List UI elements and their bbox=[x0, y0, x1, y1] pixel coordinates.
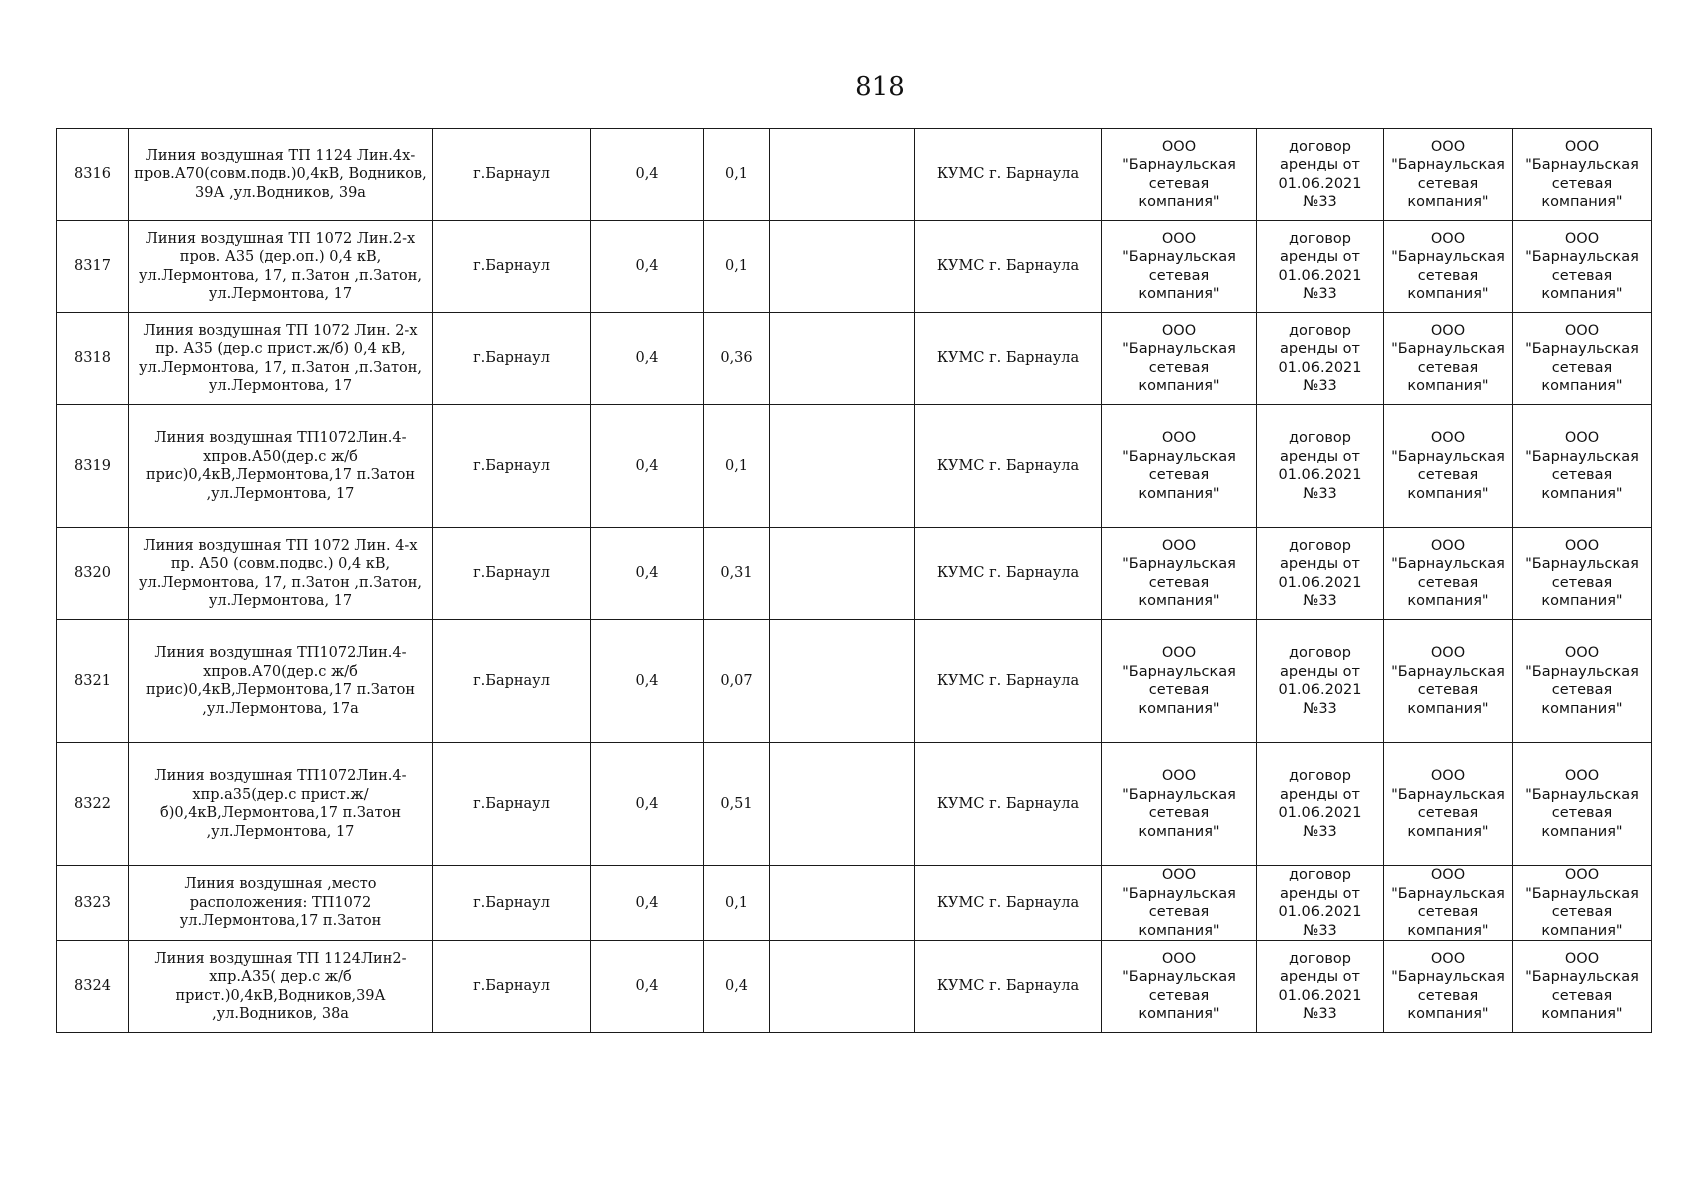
org-line: сетевая компания" bbox=[1138, 805, 1220, 840]
contract bbox=[1257, 866, 1384, 941]
contract-line: 01.06.2021 bbox=[1278, 805, 1362, 821]
rights-holder bbox=[1384, 129, 1513, 221]
location: г.Барнаул bbox=[433, 620, 591, 743]
owner: КУМС г. Барнаула bbox=[915, 528, 1102, 620]
contract-line: договор bbox=[1288, 768, 1351, 784]
contract bbox=[1257, 941, 1384, 1033]
contract-line: договор bbox=[1288, 645, 1351, 661]
owner: КУМС г. Барнаула bbox=[915, 313, 1102, 405]
holder-line: "Барнаульская bbox=[1391, 786, 1505, 803]
location: г.Барнаул bbox=[433, 313, 591, 405]
holder-line: компания" bbox=[1407, 194, 1489, 210]
length: 0,1 bbox=[704, 866, 770, 941]
location: г.Барнаул bbox=[433, 221, 591, 313]
table-row bbox=[57, 221, 1652, 313]
rights-holder bbox=[1384, 221, 1513, 313]
org-line: ООО bbox=[1161, 537, 1197, 554]
organization bbox=[1102, 620, 1257, 743]
org-line: сетевая компания" bbox=[1138, 574, 1220, 609]
contract bbox=[1257, 528, 1384, 620]
contract bbox=[1257, 313, 1384, 405]
org-line: ООО bbox=[1161, 768, 1197, 784]
user-line: ООО bbox=[1564, 138, 1600, 155]
operator bbox=[1513, 941, 1652, 1033]
operator bbox=[1513, 866, 1652, 941]
voltage: 0,4 bbox=[591, 129, 704, 221]
user-line: компания" bbox=[1541, 922, 1623, 939]
organization bbox=[1102, 221, 1257, 313]
empty-cell bbox=[770, 620, 915, 743]
holder-line: компания" bbox=[1407, 286, 1489, 302]
contract-line: аренды от bbox=[1280, 969, 1360, 985]
user-line: "Барнаульская bbox=[1525, 448, 1639, 465]
org-line: "Барнаульская bbox=[1122, 885, 1236, 902]
org-line: "Барнаульская bbox=[1122, 556, 1236, 572]
contract-line: договор bbox=[1288, 867, 1351, 883]
voltage: 0,4 bbox=[591, 620, 704, 743]
user-line: ООО bbox=[1564, 950, 1600, 967]
object-description: Линия воздушная ТП1072Лин.4-хпров.А50(дер.с ж/б прис)0,4кВ,Лермонтова,17 п.Затон ,ул.Лермонтова, 17 bbox=[129, 405, 433, 528]
holder-line: ООО bbox=[1430, 230, 1466, 247]
table-row bbox=[57, 313, 1652, 405]
organization bbox=[1102, 941, 1257, 1033]
holder-line: "Барнаульская bbox=[1391, 969, 1505, 985]
contract-line: 01.06.2021 bbox=[1278, 467, 1362, 483]
owner: КУМС г. Барнаула bbox=[915, 405, 1102, 528]
location: г.Барнаул bbox=[433, 941, 591, 1033]
length: 0,07 bbox=[704, 620, 770, 743]
table-row bbox=[57, 528, 1652, 620]
location: г.Барнаул bbox=[433, 866, 591, 941]
empty-cell bbox=[770, 743, 915, 866]
table-row bbox=[57, 405, 1652, 528]
org-line: сетевая компания" bbox=[1138, 175, 1220, 210]
operator bbox=[1513, 743, 1652, 866]
voltage: 0,4 bbox=[591, 405, 704, 528]
user-line: ООО bbox=[1564, 537, 1600, 554]
operator bbox=[1513, 528, 1652, 620]
contract-line: 01.06.2021 bbox=[1278, 682, 1362, 698]
row-number: 8317 bbox=[57, 221, 129, 313]
row-number: 8321 bbox=[57, 620, 129, 743]
org-line: ООО bbox=[1161, 230, 1197, 247]
user-line: "Барнаульская bbox=[1525, 969, 1639, 985]
org-line: ООО bbox=[1161, 430, 1197, 446]
empty-cell bbox=[770, 941, 915, 1033]
holder-line: сетевая bbox=[1417, 267, 1479, 284]
user-line: компания" bbox=[1541, 1006, 1623, 1022]
object-description: Линия воздушная ТП 1124Лин2-хпр.А35( дер.с ж/б прист.)0,4кВ,Водников,39А ,ул.Водников, 38а bbox=[129, 941, 433, 1033]
location: г.Барнаул bbox=[433, 743, 591, 866]
empty-cell bbox=[770, 221, 915, 313]
length: 0,51 bbox=[704, 743, 770, 866]
holder-line: сетевая bbox=[1417, 574, 1479, 591]
voltage: 0,4 bbox=[591, 221, 704, 313]
contract-line: 01.06.2021 bbox=[1278, 904, 1362, 920]
rights-holder bbox=[1384, 866, 1513, 941]
holder-line: компания" bbox=[1407, 700, 1489, 717]
holder-line: компания" bbox=[1407, 922, 1489, 939]
user-line: ООО bbox=[1564, 322, 1600, 339]
org-line: "Барнаульская bbox=[1122, 249, 1236, 265]
user-line: компания" bbox=[1541, 286, 1623, 302]
length: 0,1 bbox=[704, 129, 770, 221]
object-description: Линия воздушная ТП 1124 Лин.4х-пров.А70(совм.подв.)0,4кВ, Водников, 39А ,ул.Водников, 39а bbox=[129, 129, 433, 221]
user-line: компания" bbox=[1541, 194, 1623, 210]
object-description: Линия воздушная ТП 1072 Лин.2-х пров. А35 (дер.оп.) 0,4 кВ, ул.Лермонтова, 17, п.Затон ,п.Затон, ул.Лермонтова, 17 bbox=[129, 221, 433, 313]
empty-cell bbox=[770, 405, 915, 528]
operator bbox=[1513, 221, 1652, 313]
holder-line: "Барнаульская bbox=[1391, 448, 1505, 465]
holder-line: сетевая bbox=[1417, 175, 1479, 192]
contract-line: аренды от bbox=[1280, 556, 1360, 572]
empty-cell bbox=[770, 528, 915, 620]
org-line: сетевая компания" bbox=[1138, 987, 1220, 1022]
page-number: 818 bbox=[855, 72, 905, 102]
holder-line: ООО bbox=[1430, 768, 1466, 784]
contract-line: 01.06.2021 bbox=[1278, 267, 1362, 284]
org-line: сетевая компания" bbox=[1138, 682, 1220, 717]
contract-line: №33 bbox=[1303, 378, 1337, 394]
contract-line: 01.06.2021 bbox=[1278, 987, 1362, 1004]
owner: КУМС г. Барнаула bbox=[915, 221, 1102, 313]
owner: КУМС г. Барнаула bbox=[915, 743, 1102, 866]
holder-line: ООО bbox=[1430, 537, 1466, 554]
length: 0,1 bbox=[704, 221, 770, 313]
org-line: сетевая компания" bbox=[1138, 467, 1220, 502]
contract bbox=[1257, 620, 1384, 743]
contract-line: договор bbox=[1288, 230, 1351, 247]
object-description: Линия воздушная ТП1072Лин.4-хпров.А70(дер.с ж/б прис)0,4кВ,Лермонтова,17 п.Затон ,ул.Лермонтова, 17а bbox=[129, 620, 433, 743]
table-row bbox=[57, 620, 1652, 743]
length: 0,4 bbox=[704, 941, 770, 1033]
org-line: ООО bbox=[1161, 950, 1197, 967]
user-line: ООО bbox=[1564, 645, 1600, 661]
org-line: сетевая компания" bbox=[1138, 359, 1220, 394]
user-line: сетевая bbox=[1551, 467, 1613, 483]
user-line: компания" bbox=[1541, 485, 1623, 502]
contract-line: №33 bbox=[1303, 700, 1337, 717]
length: 0,31 bbox=[704, 528, 770, 620]
registry-table bbox=[56, 128, 1652, 1033]
org-line: "Барнаульская bbox=[1122, 341, 1236, 357]
owner: КУМС г. Барнаула bbox=[915, 866, 1102, 941]
contract-line: №33 bbox=[1303, 194, 1337, 210]
user-line: сетевая bbox=[1551, 904, 1613, 920]
location: г.Барнаул bbox=[433, 405, 591, 528]
user-line: ООО bbox=[1564, 768, 1600, 784]
row-number: 8318 bbox=[57, 313, 129, 405]
rights-holder bbox=[1384, 405, 1513, 528]
org-line: ООО bbox=[1161, 645, 1197, 661]
contract bbox=[1257, 129, 1384, 221]
object-description: Линия воздушная ,место расположения: ТП1072 ул.Лермонтова,17 п.Затон bbox=[129, 866, 433, 941]
user-line: сетевая bbox=[1551, 175, 1613, 192]
user-line: сетевая bbox=[1551, 805, 1613, 821]
holder-line: компания" bbox=[1407, 1006, 1489, 1022]
contract bbox=[1257, 221, 1384, 313]
org-line: ООО bbox=[1161, 138, 1197, 155]
holder-line: ООО bbox=[1430, 950, 1466, 967]
table-row bbox=[57, 941, 1652, 1033]
user-line: сетевая bbox=[1551, 574, 1613, 591]
holder-line: сетевая bbox=[1417, 987, 1479, 1004]
row-number: 8319 bbox=[57, 405, 129, 528]
contract-line: договор bbox=[1288, 138, 1351, 155]
contract-line: №33 bbox=[1303, 922, 1337, 939]
user-line: "Барнаульская bbox=[1525, 663, 1639, 680]
rights-holder bbox=[1384, 528, 1513, 620]
contract bbox=[1257, 743, 1384, 866]
user-line: компания" bbox=[1541, 378, 1623, 394]
voltage: 0,4 bbox=[591, 743, 704, 866]
empty-cell bbox=[770, 129, 915, 221]
location: г.Барнаул bbox=[433, 528, 591, 620]
contract-line: договор bbox=[1288, 537, 1351, 554]
contract-line: №33 bbox=[1303, 485, 1337, 502]
holder-line: "Барнаульская bbox=[1391, 341, 1505, 357]
user-line: "Барнаульская bbox=[1525, 249, 1639, 265]
org-line: "Барнаульская bbox=[1122, 969, 1236, 985]
organization bbox=[1102, 743, 1257, 866]
row-number: 8320 bbox=[57, 528, 129, 620]
contract-line: №33 bbox=[1303, 1006, 1337, 1022]
user-line: компания" bbox=[1541, 823, 1623, 840]
holder-line: ООО bbox=[1430, 430, 1466, 446]
rights-holder bbox=[1384, 620, 1513, 743]
contract bbox=[1257, 405, 1384, 528]
organization bbox=[1102, 405, 1257, 528]
owner: КУМС г. Барнаула bbox=[915, 620, 1102, 743]
holder-line: сетевая bbox=[1417, 682, 1479, 698]
row-number: 8316 bbox=[57, 129, 129, 221]
holder-line: "Барнаульская bbox=[1391, 885, 1505, 902]
row-number: 8323 bbox=[57, 866, 129, 941]
voltage: 0,4 bbox=[591, 866, 704, 941]
user-line: ООО bbox=[1564, 430, 1600, 446]
user-line: "Барнаульская bbox=[1525, 157, 1639, 173]
holder-line: "Барнаульская bbox=[1391, 157, 1505, 173]
holder-line: ООО bbox=[1430, 322, 1466, 339]
contract-line: аренды от bbox=[1280, 663, 1360, 680]
org-line: "Барнаульская bbox=[1122, 663, 1236, 680]
holder-line: компания" bbox=[1407, 485, 1489, 502]
voltage: 0,4 bbox=[591, 528, 704, 620]
holder-line: ООО bbox=[1430, 645, 1466, 661]
org-line: "Барнаульская bbox=[1122, 448, 1236, 465]
length: 0,36 bbox=[704, 313, 770, 405]
holder-line: ООО bbox=[1430, 867, 1466, 883]
org-line: "Барнаульская bbox=[1122, 786, 1236, 803]
contract-line: аренды от bbox=[1280, 786, 1360, 803]
table-row bbox=[57, 743, 1652, 866]
user-line: "Барнаульская bbox=[1525, 556, 1639, 572]
user-line: компания" bbox=[1541, 593, 1623, 609]
contract-line: 01.06.2021 bbox=[1278, 359, 1362, 376]
empty-cell bbox=[770, 313, 915, 405]
contract-line: аренды от bbox=[1280, 157, 1360, 173]
user-line: "Барнаульская bbox=[1525, 885, 1639, 902]
holder-line: "Барнаульская bbox=[1391, 556, 1505, 572]
holder-line: компания" bbox=[1407, 378, 1489, 394]
length: 0,1 bbox=[704, 405, 770, 528]
operator bbox=[1513, 313, 1652, 405]
contract-line: №33 bbox=[1303, 286, 1337, 302]
user-line: сетевая bbox=[1551, 359, 1613, 376]
voltage: 0,4 bbox=[591, 941, 704, 1033]
owner: КУМС г. Барнаула bbox=[915, 941, 1102, 1033]
empty-cell bbox=[770, 866, 915, 941]
operator bbox=[1513, 620, 1652, 743]
contract-line: 01.06.2021 bbox=[1278, 574, 1362, 591]
object-description: Линия воздушная ТП 1072 Лин. 4-х пр. А50 (совм.подвс.) 0,4 кВ, ул.Лермонтова, 17, п.Затон ,п.Затон, ул.Лермонтова, 17 bbox=[129, 528, 433, 620]
operator bbox=[1513, 405, 1652, 528]
contract-line: 01.06.2021 bbox=[1278, 175, 1362, 192]
rights-holder bbox=[1384, 313, 1513, 405]
contract-line: №33 bbox=[1303, 593, 1337, 609]
organization bbox=[1102, 866, 1257, 941]
user-line: ООО bbox=[1564, 230, 1600, 247]
holder-line: сетевая bbox=[1417, 359, 1479, 376]
holder-line: "Барнаульская bbox=[1391, 249, 1505, 265]
contract-line: договор bbox=[1288, 322, 1351, 339]
holder-line: компания" bbox=[1407, 823, 1489, 840]
row-number: 8322 bbox=[57, 743, 129, 866]
owner: КУМС г. Барнаула bbox=[915, 129, 1102, 221]
holder-line: сетевая bbox=[1417, 467, 1479, 483]
user-line: "Барнаульская bbox=[1525, 786, 1639, 803]
operator bbox=[1513, 129, 1652, 221]
organization bbox=[1102, 528, 1257, 620]
holder-line: "Барнаульская bbox=[1391, 663, 1505, 680]
organization bbox=[1102, 313, 1257, 405]
voltage: 0,4 bbox=[591, 313, 704, 405]
holder-line: компания" bbox=[1407, 593, 1489, 609]
location: г.Барнаул bbox=[433, 129, 591, 221]
org-line: сетевая компания" bbox=[1138, 267, 1220, 302]
table-row bbox=[57, 866, 1652, 941]
contract-line: договор bbox=[1288, 950, 1351, 967]
contract-line: №33 bbox=[1303, 823, 1337, 840]
rights-holder bbox=[1384, 743, 1513, 866]
contract-line: аренды от bbox=[1280, 341, 1360, 357]
holder-line: сетевая bbox=[1417, 805, 1479, 821]
user-line: сетевая bbox=[1551, 682, 1613, 698]
object-description: Линия воздушная ТП1072Лин.4-хпр.а35(дер.с прист.ж/б)0,4кВ,Лермонтова,17 п.Затон ,ул.Лермонтова, 17 bbox=[129, 743, 433, 866]
rights-holder bbox=[1384, 941, 1513, 1033]
organization bbox=[1102, 129, 1257, 221]
user-line: ООО bbox=[1564, 867, 1600, 883]
holder-line: сетевая bbox=[1417, 904, 1479, 920]
contract-line: аренды от bbox=[1280, 249, 1360, 265]
holder-line: ООО bbox=[1430, 138, 1466, 155]
table-row bbox=[57, 129, 1652, 221]
row-number: 8324 bbox=[57, 941, 129, 1033]
user-line: сетевая bbox=[1551, 987, 1613, 1004]
contract-line: аренды от bbox=[1280, 448, 1360, 465]
contract-line: договор bbox=[1288, 430, 1351, 446]
org-line: сетевая компания" bbox=[1138, 904, 1220, 939]
user-line: сетевая bbox=[1551, 267, 1613, 284]
org-line: ООО bbox=[1161, 867, 1197, 883]
org-line: ООО bbox=[1161, 322, 1197, 339]
user-line: компания" bbox=[1541, 700, 1623, 717]
org-line: "Барнаульская bbox=[1122, 157, 1236, 173]
user-line: "Барнаульская bbox=[1525, 341, 1639, 357]
object-description: Линия воздушная ТП 1072 Лин. 2-х пр. А35 (дер.с прист.ж/б) 0,4 кВ, ул.Лермонтова, 17, п.Затон ,п.Затон, ул.Лермонтова, 17 bbox=[129, 313, 433, 405]
contract-line: аренды от bbox=[1280, 885, 1360, 902]
